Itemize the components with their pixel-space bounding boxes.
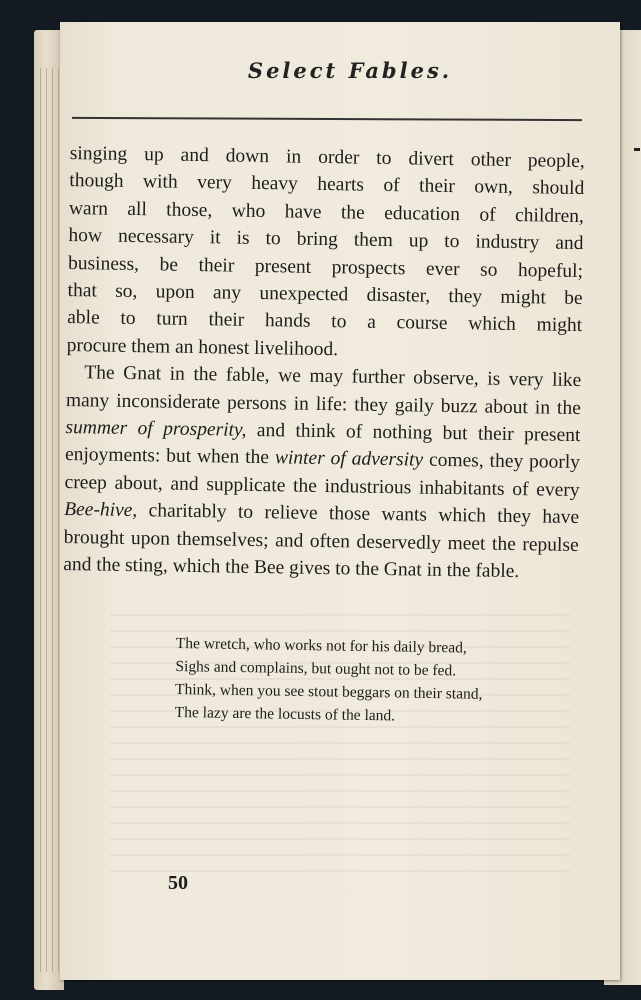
paragraph-1-line: how necessary it is to bring them up to industry and: [68, 225, 584, 255]
italic-phrase: winter of adversity: [274, 447, 424, 472]
paragraph-1-line: singing up and down in order to divert other people,: [69, 142, 585, 173]
paragraph-1-line: that so, upon any unexpected disaster, they might be: [67, 280, 583, 310]
paragraph-1-line: able to turn their hands to a course which might: [67, 307, 583, 337]
verse-line: The lazy are the locusts of the land.: [174, 703, 396, 725]
body-text: [63, 140, 585, 587]
paragraph-1-line: warn all those, who have the education of children,: [68, 197, 585, 227]
running-head: Select Fables.: [247, 58, 453, 83]
paragraph-1-line: though with very heavy hearts of their own, should: [69, 170, 585, 200]
paragraph-2-text: comes, they poorly creep about, and supplicate the industrious inhabitants of every: [64, 450, 581, 501]
italic-phrase: Bee-hive,: [64, 499, 138, 522]
italic-phrase: summer of prosperity,: [65, 417, 247, 441]
paragraph-1-line: procure them an honest livelihood.: [66, 334, 339, 361]
verse-line: Sighs and complains, but ought not to be fed.: [175, 657, 457, 680]
moral-verse: [175, 632, 556, 730]
verse-line: The wretch, who works not for his daily bread,: [175, 634, 467, 657]
paragraph-2-text: The Gnat in the fable, we may further observe, is very like many inconsiderate persons in life: they gaily buzz about in the: [65, 362, 582, 419]
paragraph-2-text: and think of nothing but their present enjoyments: but when the: [64, 419, 581, 469]
paragraph-2-text: charitably to relieve those wants which they have brought upon themselves; and often deservedly meet the repulse and the sting, which the Bee gives to the Gnat in the fable.: [63, 500, 580, 583]
paragraph-2: [63, 359, 581, 586]
verse-line: Think, when you see stout beggars on their stand,: [174, 680, 483, 703]
page-header: [200, 58, 500, 83]
paragraph-1-line: business, be their present prospects ever so hopeful;: [67, 252, 584, 282]
page-number: 50: [168, 872, 188, 894]
